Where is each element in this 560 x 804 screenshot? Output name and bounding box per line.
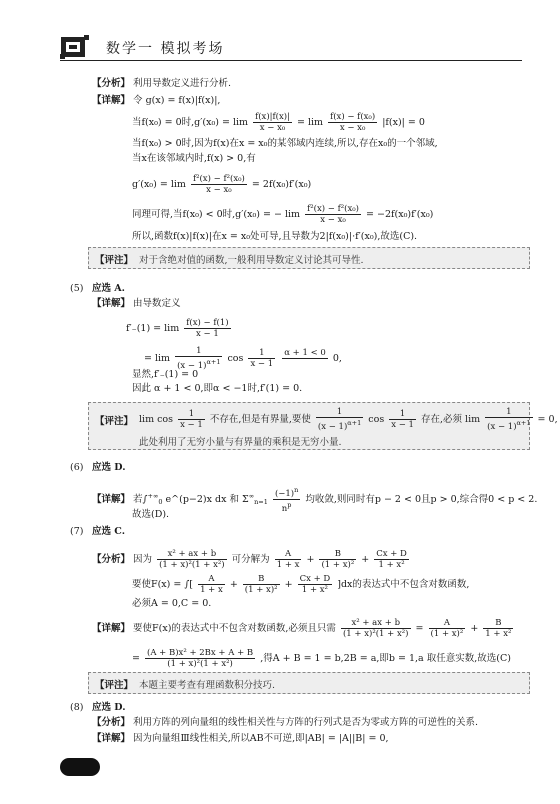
header-logo — [60, 34, 90, 60]
tag-analysis: 【分析】 — [92, 78, 131, 89]
detail-line: 【详解】 要使F(x)的表达式中不包含对数函数,必须且只需 $\frac{\text{x² + ax + b}}{\text{(1 + x)²(1 + x²)}}$ = $\frac{A}{\text{(1 + x)²}}$ + $\frac{B}{\text{1 + x²}}$ — [92, 618, 512, 639]
formula-line: 当f(x₀) = 0时,g′(x₀) = lim $\frac{f(x)|f(x)|}{\text{x − x₀}}$ = lim $\frac{\text{f(x) − f(x₀)}}{\text{x − x₀}}$ |f(x)| = 0 — [132, 112, 425, 133]
tag-detail: 【详解】 — [92, 95, 131, 106]
answer: 应选 D. — [92, 462, 126, 473]
question-number: (8) — [70, 702, 84, 713]
text-line: 所以,函数f(x)|f(x)|在x = x₀处可导,且导数为2|f(x₀)|·f′(x₀),故选(C). — [132, 231, 418, 242]
formula-line: 要使F(x) = ∫[ $\frac{A}{1 + x}$ + $\frac{B}{\text{(1 + x)²}}$ + $\frac{Cx + D}{\text{1 + x²}}$ ]dx的表达式中不包含对数函数, — [132, 574, 470, 595]
analysis-text: 利用导数定义进行分析. — [133, 78, 232, 89]
analysis-line: 【分析】 因为 $\frac{\text{x² + ax + b}}{\text{(1 + x)²(1 + x²)}}$ 可分解为 $\frac{A}{1 + x}$ + $\frac{B}{\text{(1 + x)²}}$ + $\frac{Cx + D}{\text{1 + x²}}$ — [92, 549, 407, 570]
analysis-line: 【分析】 利用方阵的列向量组的线性相关性与方阵的行列式是否为零或方阵的可逆性的关系. — [92, 717, 479, 728]
formula-line: f′₋(1) = lim $\frac{f(x) - f(1)}{x - 1}$ — [126, 318, 229, 339]
question-number: (6) — [70, 462, 84, 473]
question-number: (7) — [70, 526, 84, 537]
page-header-title: 数学一 模拟考场 — [106, 41, 225, 57]
remark-box: 【评注】 lim cos $\frac{1}{x - 1}$ 不存在,但是有界量,要使 $\frac{1}{(x - 1)^{\alpha+1}}$ cos $\frac{1}{x - 1}$ 存在,必须 lim $\frac{1}{(x - 1)^{\alpha+1}}$ = 0, 此处利用了无穷小量与有界量的乘积是无穷小量. — [88, 402, 530, 450]
text-line: 当f(x₀) > 0时,因为f(x)在x = x₀的某邻域内连续,所以,存在x₀的一个邻域, — [132, 138, 438, 149]
formula-line: 同理可得,当f(x₀) < 0时,g′(x₀) = − lim $\frac{\text{f²(x) − f²(x₀)}}{\text{x − x₀}}$ = −2f(x₀)f′(x₀) — [132, 204, 434, 225]
detail-line: 【详解】 由导数定义 — [92, 298, 181, 309]
header-rule — [60, 60, 522, 61]
answer: 应选 A. — [92, 283, 125, 294]
text-line: 当x在该邻域内时,f(x) > 0,有 — [132, 153, 256, 164]
text-line: 因此 α + 1 < 0,即α < −1时,f′(1) = 0. — [132, 383, 303, 394]
detail-line: 【详解】 因为向量组Ⅲ线性相关,所以AB不可逆,即|AB| = |A||B| = 0, — [92, 733, 389, 744]
formula-line: g′(x₀) = lim $\frac{\text{f²(x) − f²(x₀)}}{\text{x − x₀}}$ = 2f(x₀)f′(x₀) — [132, 174, 312, 195]
answer: 应选 C. — [92, 526, 126, 537]
remark-box: 【评注】 本题主要考查有理函数积分技巧. — [88, 672, 530, 694]
detail-line: 【详解】 若$\int^{+\infty}_0$ e^(p−2)x dx 和 $\Sigma^\infty_{n=1}$ $\frac{(-1)^n}{n^p}$ 均收敛,则同时有p − 2 < 0且p > 0,综合得0 < p < 2. — [92, 486, 538, 514]
question-number: (5) — [70, 283, 84, 294]
detail-line: 【详解】 令 g(x) = f(x)|f(x)|, — [92, 95, 221, 106]
page-number-badge — [60, 758, 100, 776]
answer: 应选 D. — [92, 702, 126, 713]
text-line: 必须A = 0,C = 0. — [132, 598, 212, 609]
text-line: 显然,f′₋(1) = 0 — [132, 369, 199, 380]
text-line: 故选(D). — [132, 509, 170, 520]
remark-box: 【评注】 对于含绝对值的函数,一般利用导数定义讨论其可导性. — [88, 247, 530, 269]
formula-line: = $\frac{\text{(A + B)x² + 2Bx + A + B}}{\text{(1 + x)²(1 + x²)}}$ ,得A + B = 1 = b,2B = a,即b = 1,a 取任意实数,故选(C) — [132, 648, 511, 669]
analysis-line — [92, 78, 231, 90]
formula-line: = lim $\frac{1}{(x - 1)^{\alpha+1}}$ cos $\frac{1}{x - 1}$ α + 1 < 0 0, — [144, 346, 342, 371]
